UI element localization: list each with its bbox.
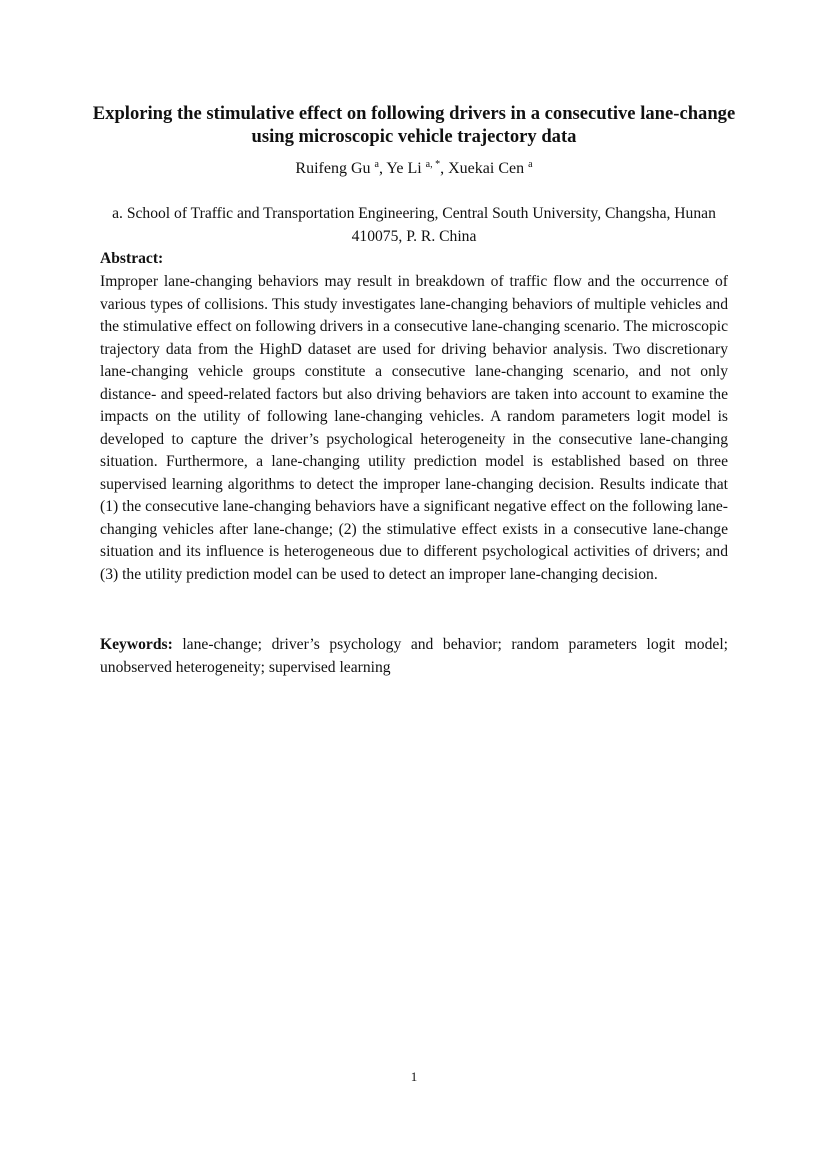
paper-title: Exploring the stimulative effect on following drivers in a consecutive lane-change using microscopic vehicle trajectory data (92, 103, 736, 147)
author-affiliation-mark: a (374, 159, 379, 170)
author-name: Ruifeng Gu (295, 160, 371, 177)
abstract-body: Improper lane-changing behaviors may result in breakdown of traffic flow and the occurrence of various types of collisions. This study investigates lane-changing behaviors of multiple vehicles and the stimulative effect on following drivers in a consecutive lane-changing scenario. The microscopic trajectory data from the HighD dataset are used for driving behavior analysis. Two discretionary lane-changing vehicle groups constitute a consecutive lane-changing scenario, and not only distance- and speed-related factors but also driving behaviors are taken into account to examine the impacts on the utility of following lane-changing vehicles. A random parameters logit model is developed to capture the driver’s psychological heterogeneity in the consecutive lane-changing situation. Furthermore, a lane-changing utility prediction model is established based on three supervised learning algorithms to detect the improper lane-changing decision. Results indicate that (1) the consecutive lane-changing behaviors have a significant negative effect on the following lane-changing vehicles after lane-change; (2) the stimulative effect exists in a consecutive lane-change situation and its influence is heterogeneous due to different psychological activities of drivers; and (3) the utility prediction model can be used to detect an improper lane-changing decision. (100, 273, 728, 583)
affiliation: a. School of Traffic and Transportation Engineering, Central South University, Changsha, Hunan 410075, P. R. China (112, 205, 716, 245)
author-list (0, 158, 828, 180)
author-affiliation-mark: a, * (425, 159, 441, 170)
author-separator: , (440, 160, 449, 177)
abstract-heading: Abstract: (100, 250, 164, 267)
keywords-label: Keywords: (100, 636, 173, 653)
author-affiliation-mark: a (528, 159, 533, 170)
author-name: Xuekai Cen (448, 160, 525, 177)
author-name: Ye Li (386, 160, 422, 177)
keywords (100, 634, 728, 679)
author-separator: , (378, 160, 387, 177)
page-number: 1 (410, 1069, 418, 1084)
keywords-text: lane-change; driver’s psychology and behavior; random parameters logit model; unobserved heterogeneity; supervised learning (100, 636, 728, 676)
